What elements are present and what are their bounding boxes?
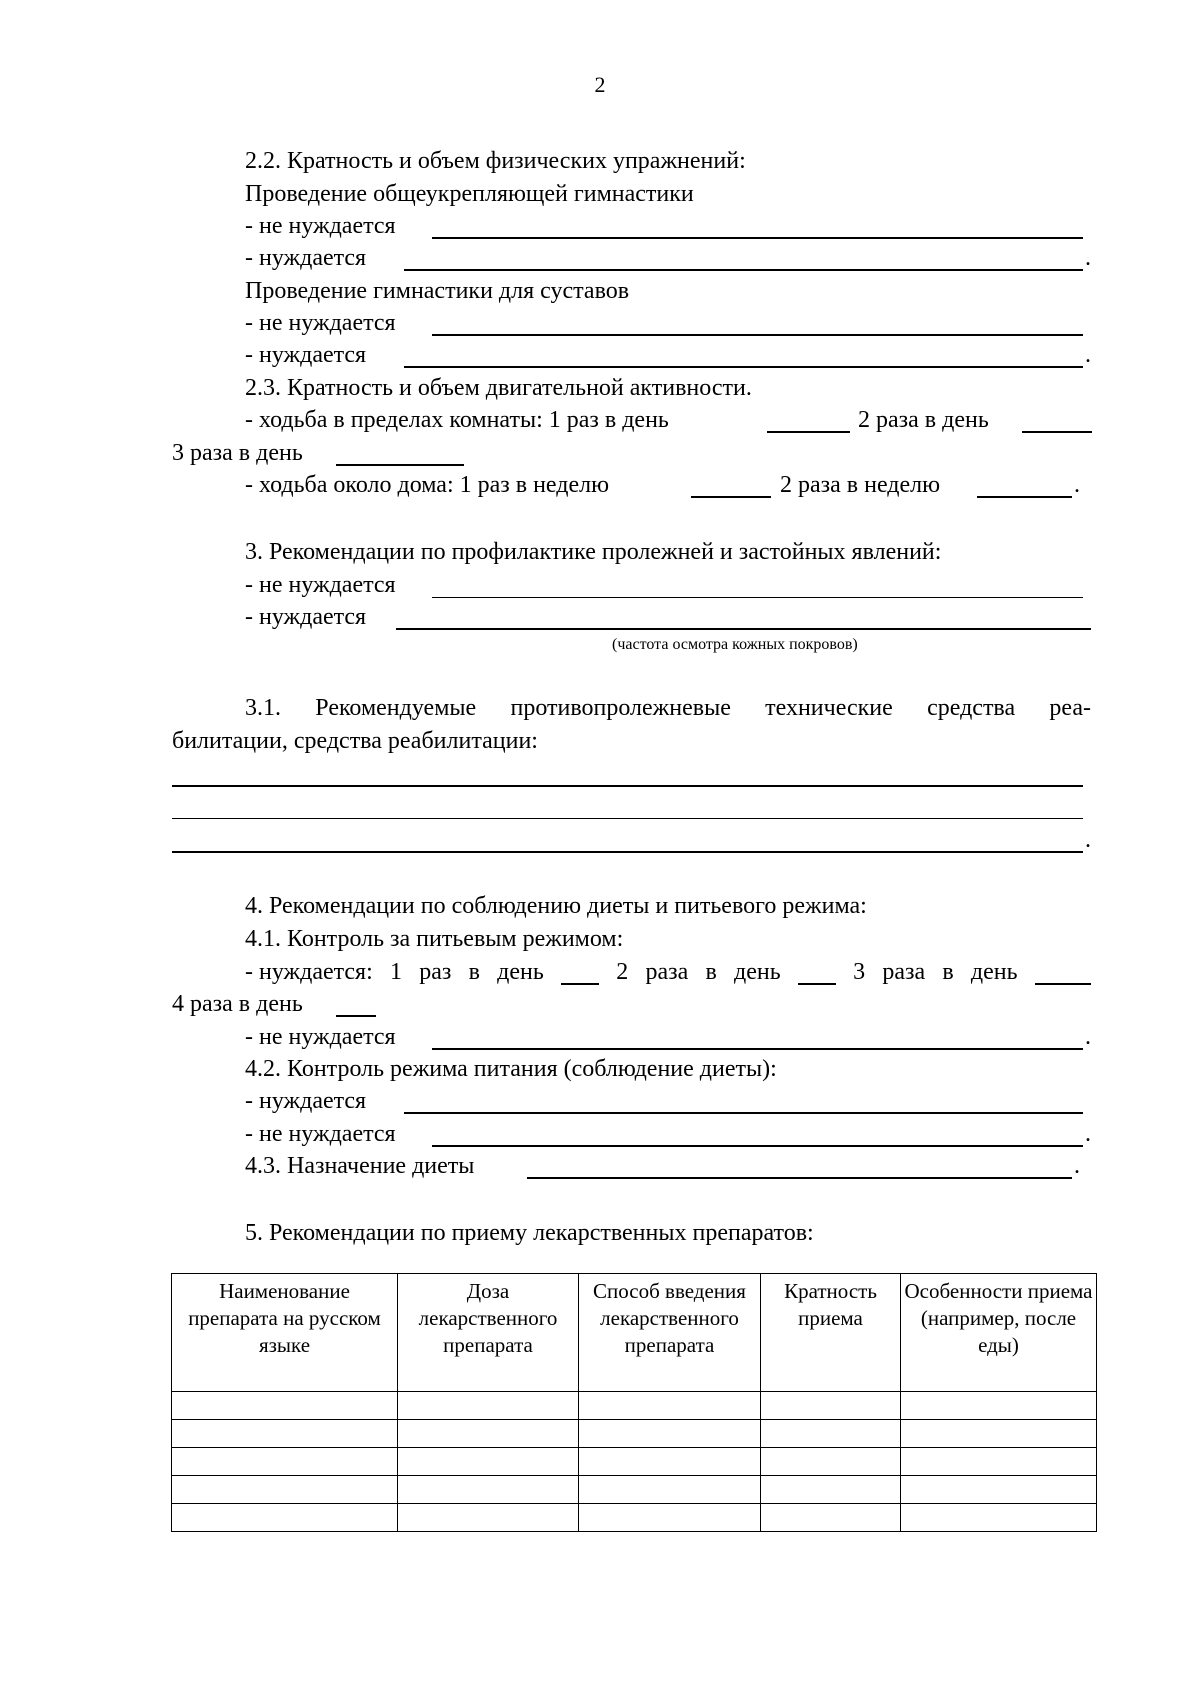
rehab-means-field-1[interactable]: [172, 785, 1083, 787]
diet-needed-field[interactable]: [404, 1112, 1083, 1114]
section-4-2-heading: 4.2. Контроль режима питания (соблюдение диеты):: [245, 1056, 777, 1082]
page-number: 2: [594, 72, 606, 97]
column-header-dose: Доза лекарственного препарата: [398, 1274, 579, 1392]
section-3-1-line1: 3.1. Рекомендуемые противопролежневые технические средства реа-: [245, 695, 1091, 721]
diet-not-needed-field[interactable]: [432, 1145, 1083, 1147]
table-cell[interactable]: [398, 1420, 579, 1448]
house-walk-label: - ходьба около дома: 1 раз в неделю: [245, 472, 610, 498]
period: .: [1074, 1153, 1080, 1179]
table-cell[interactable]: [761, 1392, 901, 1420]
skin-inspection-caption: (частота осмотра кожных покровов): [612, 636, 858, 653]
table-cell[interactable]: [398, 1504, 579, 1532]
word: 1: [389, 959, 402, 985]
table-cell[interactable]: [579, 1392, 761, 1420]
drinking-twice-field[interactable]: [798, 958, 836, 985]
room-walk-twice-field[interactable]: [1022, 431, 1092, 433]
table-cell[interactable]: [172, 1504, 398, 1532]
table-row: [172, 1420, 1097, 1448]
drinking-four-times-label: 4 раза в день: [172, 991, 303, 1017]
drinking-four-times-field[interactable]: [336, 1015, 376, 1017]
room-walk-once-field[interactable]: [767, 431, 850, 433]
period: .: [1074, 472, 1080, 498]
section-4-1-heading: 4.1. Контроль за питьевым режимом:: [245, 926, 624, 952]
table-cell[interactable]: [172, 1476, 398, 1504]
table-cell[interactable]: [761, 1476, 901, 1504]
word: 2: [616, 959, 629, 985]
pressure-sores-needed-field[interactable]: [396, 628, 1091, 630]
table-cell[interactable]: [172, 1420, 398, 1448]
period: .: [1085, 1024, 1091, 1050]
period: .: [1085, 342, 1091, 368]
room-walk-thrice-label: 3 раза в день: [172, 440, 303, 466]
drinking-once-field[interactable]: [561, 958, 599, 985]
section-2-2-heading: 2.2. Кратность и объем физических упражнений:: [245, 148, 746, 174]
section-3-heading: 3. Рекомендации по профилактике пролежней и застойных явлений:: [245, 539, 942, 565]
column-header-frequency: Кратность приема: [761, 1274, 901, 1392]
table-row: [172, 1504, 1097, 1532]
table-cell[interactable]: [398, 1476, 579, 1504]
period: .: [1085, 827, 1091, 853]
room-walk-twice-label: 2 раза в день: [858, 407, 989, 433]
diet-assignment-field[interactable]: [527, 1177, 1072, 1179]
word: раза: [645, 959, 689, 985]
rehab-means-field-2[interactable]: [172, 818, 1083, 819]
pressure-sores-not-needed-label: - не нуждается: [245, 572, 396, 598]
joint-gymnastics-title: Проведение гимнастики для суставов: [245, 278, 630, 304]
pressure-sores-needed-label: - нуждается: [245, 604, 367, 630]
table-cell[interactable]: [761, 1420, 901, 1448]
word: раза: [882, 959, 926, 985]
table-cell[interactable]: [901, 1420, 1097, 1448]
column-header-drug-name: Наименование препарата на русском языке: [172, 1274, 398, 1392]
table-row: [172, 1392, 1097, 1420]
word: в: [468, 959, 480, 985]
column-header-route: Способ введения лекарственного препарата: [579, 1274, 761, 1392]
diet-not-needed-label: - не нуждается: [245, 1121, 396, 1147]
word: день: [970, 959, 1018, 985]
word: в: [942, 959, 954, 985]
word: день: [497, 959, 544, 985]
table-cell[interactable]: [901, 1392, 1097, 1420]
general-gymnastics-needed-label: - нуждается: [245, 245, 367, 271]
section-3-1-line2: билитации, средства реабилитации:: [172, 728, 538, 754]
drinking-thrice-field[interactable]: [1035, 958, 1091, 985]
table-cell[interactable]: [579, 1448, 761, 1476]
table-cell[interactable]: [579, 1504, 761, 1532]
table-cell[interactable]: [398, 1392, 579, 1420]
word: 3: [853, 959, 866, 985]
joint-gymnastics-needed-label: - нуждается: [245, 342, 367, 368]
joint-gymnastics-needed-field[interactable]: [404, 366, 1083, 368]
joint-gymnastics-not-needed-field[interactable]: [432, 334, 1083, 336]
diet-needed-label: - нуждается: [245, 1088, 367, 1114]
drinking-needs-line: [245, 958, 1091, 986]
section-5-heading: 5. Рекомендации по приему лекарственных препаратов:: [245, 1220, 814, 1246]
table-cell[interactable]: [761, 1448, 901, 1476]
general-gymnastics-not-needed-label: - не нуждается: [245, 213, 396, 239]
table-header-row: [172, 1274, 1097, 1392]
room-walk-label: - ходьба в пределах комнаты: 1 раз в день: [245, 407, 669, 433]
rehab-means-field-3[interactable]: [172, 851, 1083, 853]
word: день: [734, 959, 781, 985]
drinking-needs-label: - нуждается:: [245, 959, 373, 985]
general-gymnastics-not-needed-field[interactable]: [432, 237, 1083, 239]
table-row: [172, 1448, 1097, 1476]
drinking-not-needed-label: - не нуждается: [245, 1024, 396, 1050]
table-cell[interactable]: [579, 1476, 761, 1504]
house-walk-twice-label: 2 раза в неделю: [780, 472, 941, 498]
general-gymnastics-needed-field[interactable]: [404, 269, 1083, 271]
period: .: [1085, 1121, 1091, 1147]
section-2-3-heading: 2.3. Кратность и объем двигательной активности.: [245, 375, 752, 401]
table-cell[interactable]: [761, 1504, 901, 1532]
pressure-sores-not-needed-field[interactable]: [432, 597, 1083, 598]
table-cell[interactable]: [172, 1392, 398, 1420]
room-walk-thrice-field[interactable]: [336, 464, 464, 466]
table-cell[interactable]: [579, 1420, 761, 1448]
section-4-heading: 4. Рекомендации по соблюдению диеты и питьевого режима:: [245, 893, 867, 919]
drinking-not-needed-field[interactable]: [432, 1048, 1083, 1050]
diet-assignment-label: 4.3. Назначение диеты: [245, 1153, 475, 1179]
house-walk-once-field[interactable]: [691, 496, 771, 498]
general-gymnastics-title: Проведение общеукрепляющей гимнастики: [245, 181, 694, 207]
house-walk-twice-field[interactable]: [977, 496, 1072, 498]
table-cell[interactable]: [901, 1504, 1097, 1532]
table-cell[interactable]: [172, 1448, 398, 1476]
joint-gymnastics-not-needed-label: - не нуждается: [245, 310, 396, 336]
word: в: [705, 959, 717, 985]
period: .: [1085, 245, 1091, 271]
table-cell[interactable]: [398, 1448, 579, 1476]
table-row: [172, 1476, 1097, 1504]
word: раз: [419, 959, 452, 985]
table-cell[interactable]: [901, 1448, 1097, 1476]
table-cell[interactable]: [901, 1476, 1097, 1504]
medication-table: [171, 1273, 1097, 1532]
column-header-notes: Особенности приема (например, после еды): [901, 1274, 1097, 1392]
